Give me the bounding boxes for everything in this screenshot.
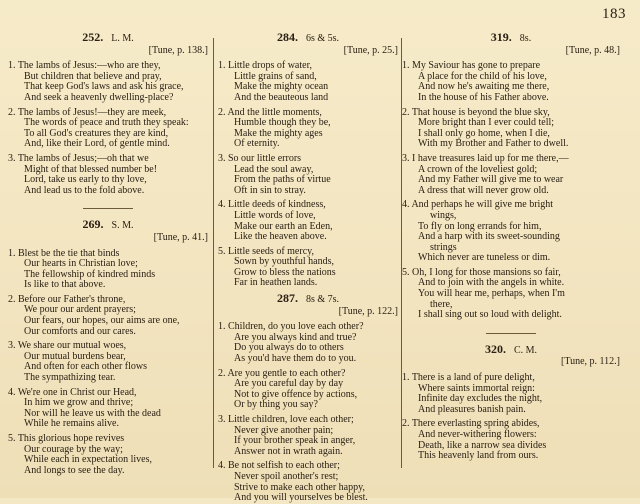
verse-line: And, like their Lord, of gentle mind.: [24, 138, 170, 150]
section-rule: [83, 208, 133, 209]
verse-line: Our comforts and our cares.: [24, 325, 136, 337]
verse-line: Our hearts in Christian love;: [24, 258, 138, 270]
verse-line: This heavenly land from ours.: [418, 450, 539, 462]
verse-line: 2. The lambs of Jesus!—they are meek,: [8, 106, 167, 118]
stanza: [218, 61, 398, 103]
stanza: [402, 108, 620, 150]
verse-line: A place for the child of his love,: [418, 70, 547, 82]
verse-line: And a harp with its sweet-sounding: [418, 231, 560, 243]
stanza: [402, 200, 620, 264]
stanza: [218, 322, 398, 364]
verse-line: A crown of the loveliest gold;: [418, 163, 538, 175]
verse-line: That keep God's laws and ask his grace,: [24, 81, 184, 93]
verse-line: there,: [430, 298, 453, 310]
tune-reference: [Tune, p. 41.]: [153, 231, 208, 243]
verse-line: And often for each other flows: [24, 361, 148, 373]
verse-line: 2. There everlasting spring abides,: [402, 418, 540, 430]
hymn-heading: [402, 341, 620, 357]
column-middle: [218, 30, 398, 504]
hymn-319: [402, 32, 620, 321]
verse-line: Grow to bless the nations: [234, 266, 336, 278]
verse-line: Humble though they be,: [234, 117, 331, 129]
verse-line: And you will yourselves be blest.: [234, 492, 368, 504]
verse-line: I shall only go home, when I die,: [418, 127, 550, 139]
hymn-meter: 8s.: [519, 33, 532, 44]
stanza: [402, 419, 620, 461]
stanza: [8, 341, 208, 383]
stanza: [218, 369, 398, 411]
hymn-number: 284.: [276, 30, 298, 44]
tune-reference: [Tune, p. 48.]: [565, 44, 620, 56]
stanza: [8, 295, 208, 337]
verse-line: In the house of his Father above.: [418, 91, 549, 103]
verse-line: 3. Little children, love each other;: [218, 414, 354, 425]
verse-line: You will hear me, perhaps, when I'm: [418, 288, 565, 300]
stanza: [402, 373, 620, 415]
verse-line: wings,: [430, 209, 457, 221]
stanza: [8, 388, 208, 430]
hymn-heading: [8, 32, 208, 45]
verse-line: And longs to see the day.: [24, 464, 125, 476]
verse-line: Never give another pain;: [234, 424, 334, 436]
verse-line: 3. So our little errors: [218, 152, 302, 164]
hymn-heading: [8, 219, 208, 232]
verse-line: And lead us to the fold above.: [24, 184, 145, 196]
hymn-meter: 8s & 7s.: [305, 294, 340, 306]
stanza: [402, 154, 620, 196]
verse-line: 4. Little deeds of kindness,: [218, 199, 326, 211]
page-number: 183: [602, 6, 626, 22]
verse-line: And seek a heavenly dwelling-place?: [24, 91, 174, 103]
stanza: [218, 247, 398, 289]
verse-line: We pour our ardent prayers;: [24, 304, 136, 316]
hymn-number: 320.: [484, 341, 506, 356]
stanza: [8, 249, 208, 291]
verse-line: 1. Blest be the tie that binds: [8, 247, 120, 259]
verse-line: And the beauteous land: [234, 91, 329, 103]
column-left: [8, 32, 208, 492]
verse-line: And never-withering flowers:: [418, 429, 537, 440]
verse-line: Is like to that above.: [24, 279, 106, 291]
verse-line: And now he's awaiting me there,: [418, 81, 550, 93]
verse-line: Answer not in wrath again.: [234, 445, 343, 457]
verse-line: As you'd have them do to you.: [234, 353, 357, 365]
hymn-number: 319.: [490, 30, 512, 44]
verse-line: A dress that will never grow old.: [418, 184, 549, 196]
verse-line: To fly on long errands for him,: [418, 220, 542, 232]
hymn-287: [218, 293, 398, 504]
stanza: [8, 434, 208, 476]
verse-line: And to join with the angels in white.: [418, 277, 565, 289]
verse-line: Sown by youthful hands,: [234, 256, 334, 268]
verse-line: But children that believe and pray,: [24, 70, 162, 82]
tune-reference: [Tune, p. 138.]: [148, 44, 208, 56]
hymn-meter: L. M.: [111, 33, 134, 44]
verse-line: To all God's creatures they are kind,: [24, 127, 169, 139]
verse-line: 2. Before our Father's throne,: [8, 293, 126, 305]
hymn-269: [8, 219, 208, 476]
verse-line: And my Father will give me to wear: [418, 174, 564, 186]
hymn-meter: C. M.: [513, 344, 538, 356]
verse-line: From the paths of virtue: [234, 174, 331, 186]
verse-line: The fellowship of kindred minds: [24, 268, 156, 280]
verse-line: Far in heathen lands.: [234, 277, 318, 289]
verse-line: 2. Are you gentle to each other?: [218, 367, 346, 379]
verse-line: 4. We're one in Christ our Head,: [8, 386, 137, 398]
verse-line: Strive to make each other happy,: [234, 481, 365, 493]
verse-line: Not to give offence by actions,: [234, 388, 358, 400]
tune-reference: [Tune, p. 112.]: [561, 356, 620, 368]
hymn-heading: [402, 32, 620, 45]
verse-line: 1. There is a land of pure delight,: [402, 372, 535, 384]
verse-line: Little grains of sand,: [234, 70, 317, 82]
verse-line: Oft in sin to stray.: [234, 184, 306, 196]
verse-line: Never spoil another's rest;: [234, 470, 339, 482]
tune-reference: [Tune, p. 25.]: [343, 44, 398, 56]
stanza: [218, 200, 398, 242]
verse-line: The sympathizing tear.: [24, 372, 116, 384]
verse-line: Lead the soul away,: [234, 163, 314, 175]
verse-line: Are you always kind and true?: [234, 331, 357, 343]
verse-line: 5. This glorious hope revives: [8, 433, 125, 444]
hymn-heading: [218, 293, 398, 306]
verse-line: The words of peace and truth they speak:: [24, 117, 189, 129]
verse-line: strings: [430, 241, 457, 253]
verse-line: With my Brother and Father to dwell.: [418, 138, 569, 150]
verse-line: Do you always do to others: [234, 342, 344, 354]
hymn-meter: S. M.: [111, 220, 134, 232]
verse-line: Death, like a narrow sea divides: [418, 439, 547, 451]
verse-line: Our courage by the way;: [24, 443, 123, 455]
verse-line: Lord, take us early to thy love,: [24, 174, 147, 186]
hymn-meter: 6s & 5s.: [305, 33, 340, 44]
hymn-heading: [218, 32, 398, 45]
stanza: [402, 268, 620, 321]
section-rule: [486, 333, 536, 334]
stanza: [8, 108, 208, 150]
verse-line: 1. Children, do you love each other?: [218, 321, 364, 333]
hymn-number: 287.: [276, 291, 298, 306]
verse-line: 2. That house is beyond the blue sky,: [402, 106, 550, 118]
verse-line: While he remains alive.: [24, 418, 119, 430]
stanza: [8, 154, 208, 196]
stanza: [218, 154, 398, 196]
verse-line: Or by thing you say?: [234, 399, 318, 411]
column-right: [402, 32, 620, 492]
verse-line: I shall sing out so loud with delight.: [418, 309, 562, 321]
verse-line: 5. Little seeds of mercy,: [218, 245, 314, 257]
verse-line: Might of that blessed number be!: [24, 163, 158, 175]
verse-line: 3. The lambs of Jesus;—oh that we: [8, 152, 149, 164]
verse-line: Our mutual burdens bear,: [24, 350, 126, 362]
verse-line: Make the mighty ages: [234, 127, 323, 139]
verse-line: Make our earth an Eden,: [234, 220, 333, 232]
verse-line: Are you careful day by day: [234, 378, 344, 390]
verse-line: 4. And perhaps he will give me bright: [402, 199, 554, 211]
hymn-252: [8, 32, 208, 196]
hymn-number: 269.: [82, 217, 104, 232]
verse-line: Make the mighty ocean: [234, 81, 329, 93]
verse-line: Of eternity.: [234, 138, 280, 150]
verse-line: 3. I have treasures laid up for me there,—: [402, 152, 569, 164]
verse-line: And pleasures banish pain.: [418, 403, 526, 415]
tune-reference: [Tune, p. 122.]: [338, 305, 398, 317]
verse-line: Where saints immortal reign:: [418, 382, 535, 394]
hymn-320: [402, 341, 620, 462]
verse-line: More bright than I ever could tell;: [418, 117, 555, 129]
verse-line: 1. Little drops of water,: [218, 60, 313, 72]
verse-line: Which never are tuneless or dim.: [418, 252, 551, 264]
column-divider: [213, 38, 214, 468]
verse-line: Nor will he leave us with the dead: [24, 407, 161, 419]
verse-line: 5. Oh, I long for those mansions so fair,: [402, 266, 561, 278]
verse-line: In him we grow and thrive;: [24, 397, 134, 409]
verse-line: Little words of love,: [234, 209, 316, 221]
stanza: [402, 61, 620, 103]
hymn-number: 252.: [82, 30, 104, 44]
verse-line: 4. Be not selfish to each other;: [218, 460, 340, 472]
hymn-284: [218, 32, 398, 289]
verse-line: While each in expectation lives,: [24, 454, 153, 466]
stanza: [218, 108, 398, 150]
verse-line: Like the heaven above.: [234, 231, 327, 243]
verse-line: 1. My Saviour has gone to prepare: [402, 60, 541, 72]
stanza: [218, 461, 398, 503]
stanza: [8, 61, 208, 103]
verse-line: Our fears, our hopes, our aims are one,: [24, 315, 180, 327]
verse-line: 3. We share our mutual woes,: [8, 340, 127, 352]
verse-line: 2. And the little moments,: [218, 106, 322, 118]
verse-line: 1. The lambs of Jesus:—who are they,: [8, 60, 161, 72]
verse-line: Infinite day excludes the night,: [418, 393, 543, 405]
verse-line: If your brother speak in anger,: [234, 435, 356, 447]
stanza: [218, 415, 398, 457]
